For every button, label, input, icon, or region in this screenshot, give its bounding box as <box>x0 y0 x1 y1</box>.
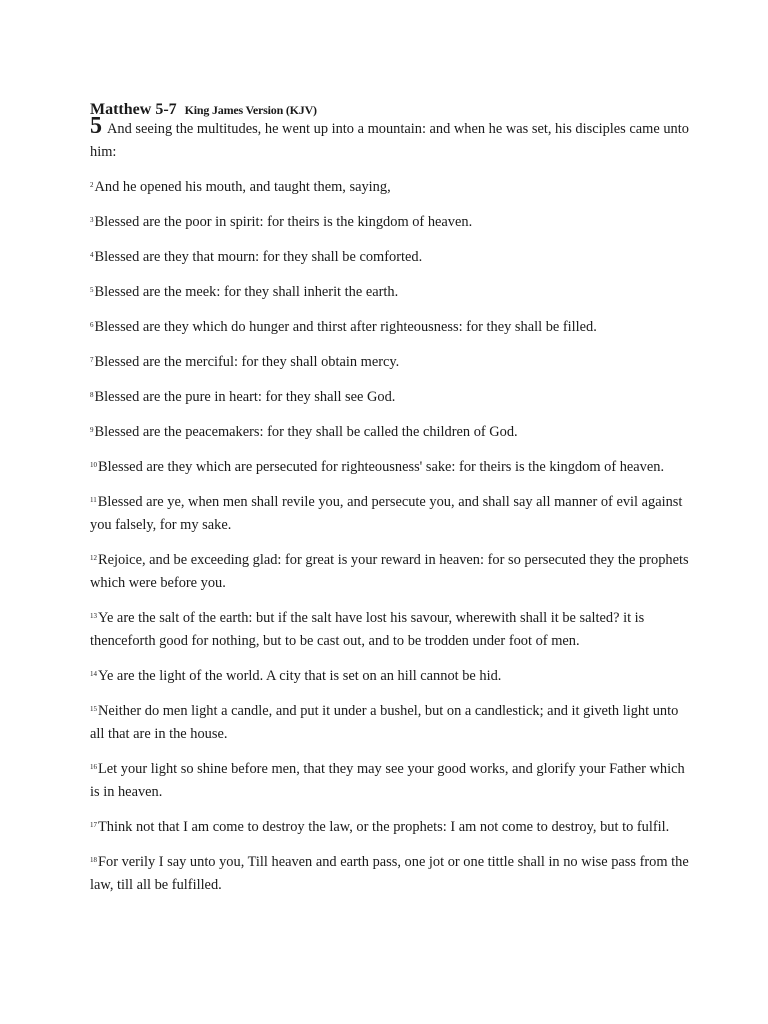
verse-number: 13 <box>90 612 97 620</box>
verse-text: Blessed are they which are persecuted for righteousness' sake: for theirs is the kingdom of heaven. <box>98 459 665 475</box>
verse-4 <box>90 244 690 269</box>
verse-11 <box>90 489 690 537</box>
verse-2 <box>90 174 690 199</box>
verse-text: Blessed are the pure in heart: for they shall see God. <box>94 389 396 405</box>
verse-text: Blessed are the poor in spirit: for theirs is the kingdom of heaven. <box>94 214 473 230</box>
verse-18 <box>90 849 690 897</box>
verse-text: Blessed are the meek: for they shall inherit the earth. <box>94 284 399 300</box>
verse-number: 5 <box>90 286 94 294</box>
verse-number: 18 <box>90 856 97 864</box>
verse-text: Blessed are ye, when men shall revile you, and persecute you, and shall say all manner of evil against you falsely, for my sake. <box>90 494 683 533</box>
verse-number: 12 <box>90 554 97 562</box>
verse-text: Blessed are the merciful: for they shall obtain mercy. <box>94 354 400 370</box>
verse-15 <box>90 698 690 746</box>
verse-number: 16 <box>90 763 97 771</box>
verse-16 <box>90 756 690 804</box>
verse-7 <box>90 349 690 374</box>
verse-number: 14 <box>90 670 97 678</box>
verse-9 <box>90 419 690 444</box>
verse-text: Ye are the salt of the earth: but if the salt have lost his savour, wherewith shall it be salted? it is thenceforth good for nothing, but to be cast out, and to be trodden under foot of men. <box>90 610 645 649</box>
chapter-reference: Matthew 5-7 <box>90 101 177 118</box>
verse-text: Let your light so shine before men, that they may see your good works, and glorify your Father which is in heaven. <box>90 761 685 800</box>
verse-number: 4 <box>90 251 94 259</box>
verse-text: Blessed are they which do hunger and thirst after righteousness: for they shall be filled. <box>94 319 597 335</box>
verse-12 <box>90 547 690 595</box>
verse-list <box>90 113 690 897</box>
document-page <box>90 92 690 907</box>
verse-number: 3 <box>90 216 94 224</box>
verse-text: Think not that I am come to destroy the law, or the prophets: I am not come to destroy, but to fulfil. <box>98 819 670 835</box>
verse-13 <box>90 605 690 653</box>
verse-text: For verily I say unto you, Till heaven and earth pass, one jot or one tittle shall in no wise pass from the law, till all be fulfilled. <box>90 854 689 893</box>
verse-number: 17 <box>90 821 97 829</box>
verse-14 <box>90 663 690 688</box>
verse-text: Neither do men light a candle, and put it under a bushel, but on a candlestick; and it giveth light unto all that are in the house. <box>90 703 679 742</box>
verse-number: 8 <box>90 391 94 399</box>
verse-6 <box>90 314 690 339</box>
verse-number: 6 <box>90 321 94 329</box>
verse-17 <box>90 814 690 839</box>
chapter-number: 5 <box>90 113 102 139</box>
verse-text: And seeing the multitudes, he went up into a mountain: and when he was set, his disciples came unto him: <box>90 121 689 160</box>
verse-1 <box>90 113 690 164</box>
verse-number: 15 <box>90 705 97 713</box>
verse-text: Rejoice, and be exceeding glad: for great is your reward in heaven: for so persecuted they the prophets which were before you. <box>90 552 689 591</box>
verse-number: 2 <box>90 181 94 189</box>
verse-5 <box>90 279 690 304</box>
verse-number: 9 <box>90 426 94 434</box>
verse-number: 7 <box>90 356 94 364</box>
bible-version: King James Version (KJV) <box>184 103 317 117</box>
verse-8 <box>90 384 690 409</box>
verse-text: And he opened his mouth, and taught them, saying, <box>94 179 391 195</box>
document-heading <box>90 92 690 118</box>
verse-number: 11 <box>90 496 97 504</box>
verse-3 <box>90 209 690 234</box>
verse-text: Blessed are the peacemakers: for they shall be called the children of God. <box>94 424 518 440</box>
verse-text: Ye are the light of the world. A city that is set on an hill cannot be hid. <box>98 668 502 684</box>
verse-number: 10 <box>90 461 97 469</box>
verse-10 <box>90 454 690 479</box>
verse-text: Blessed are they that mourn: for they shall be comforted. <box>94 249 423 265</box>
